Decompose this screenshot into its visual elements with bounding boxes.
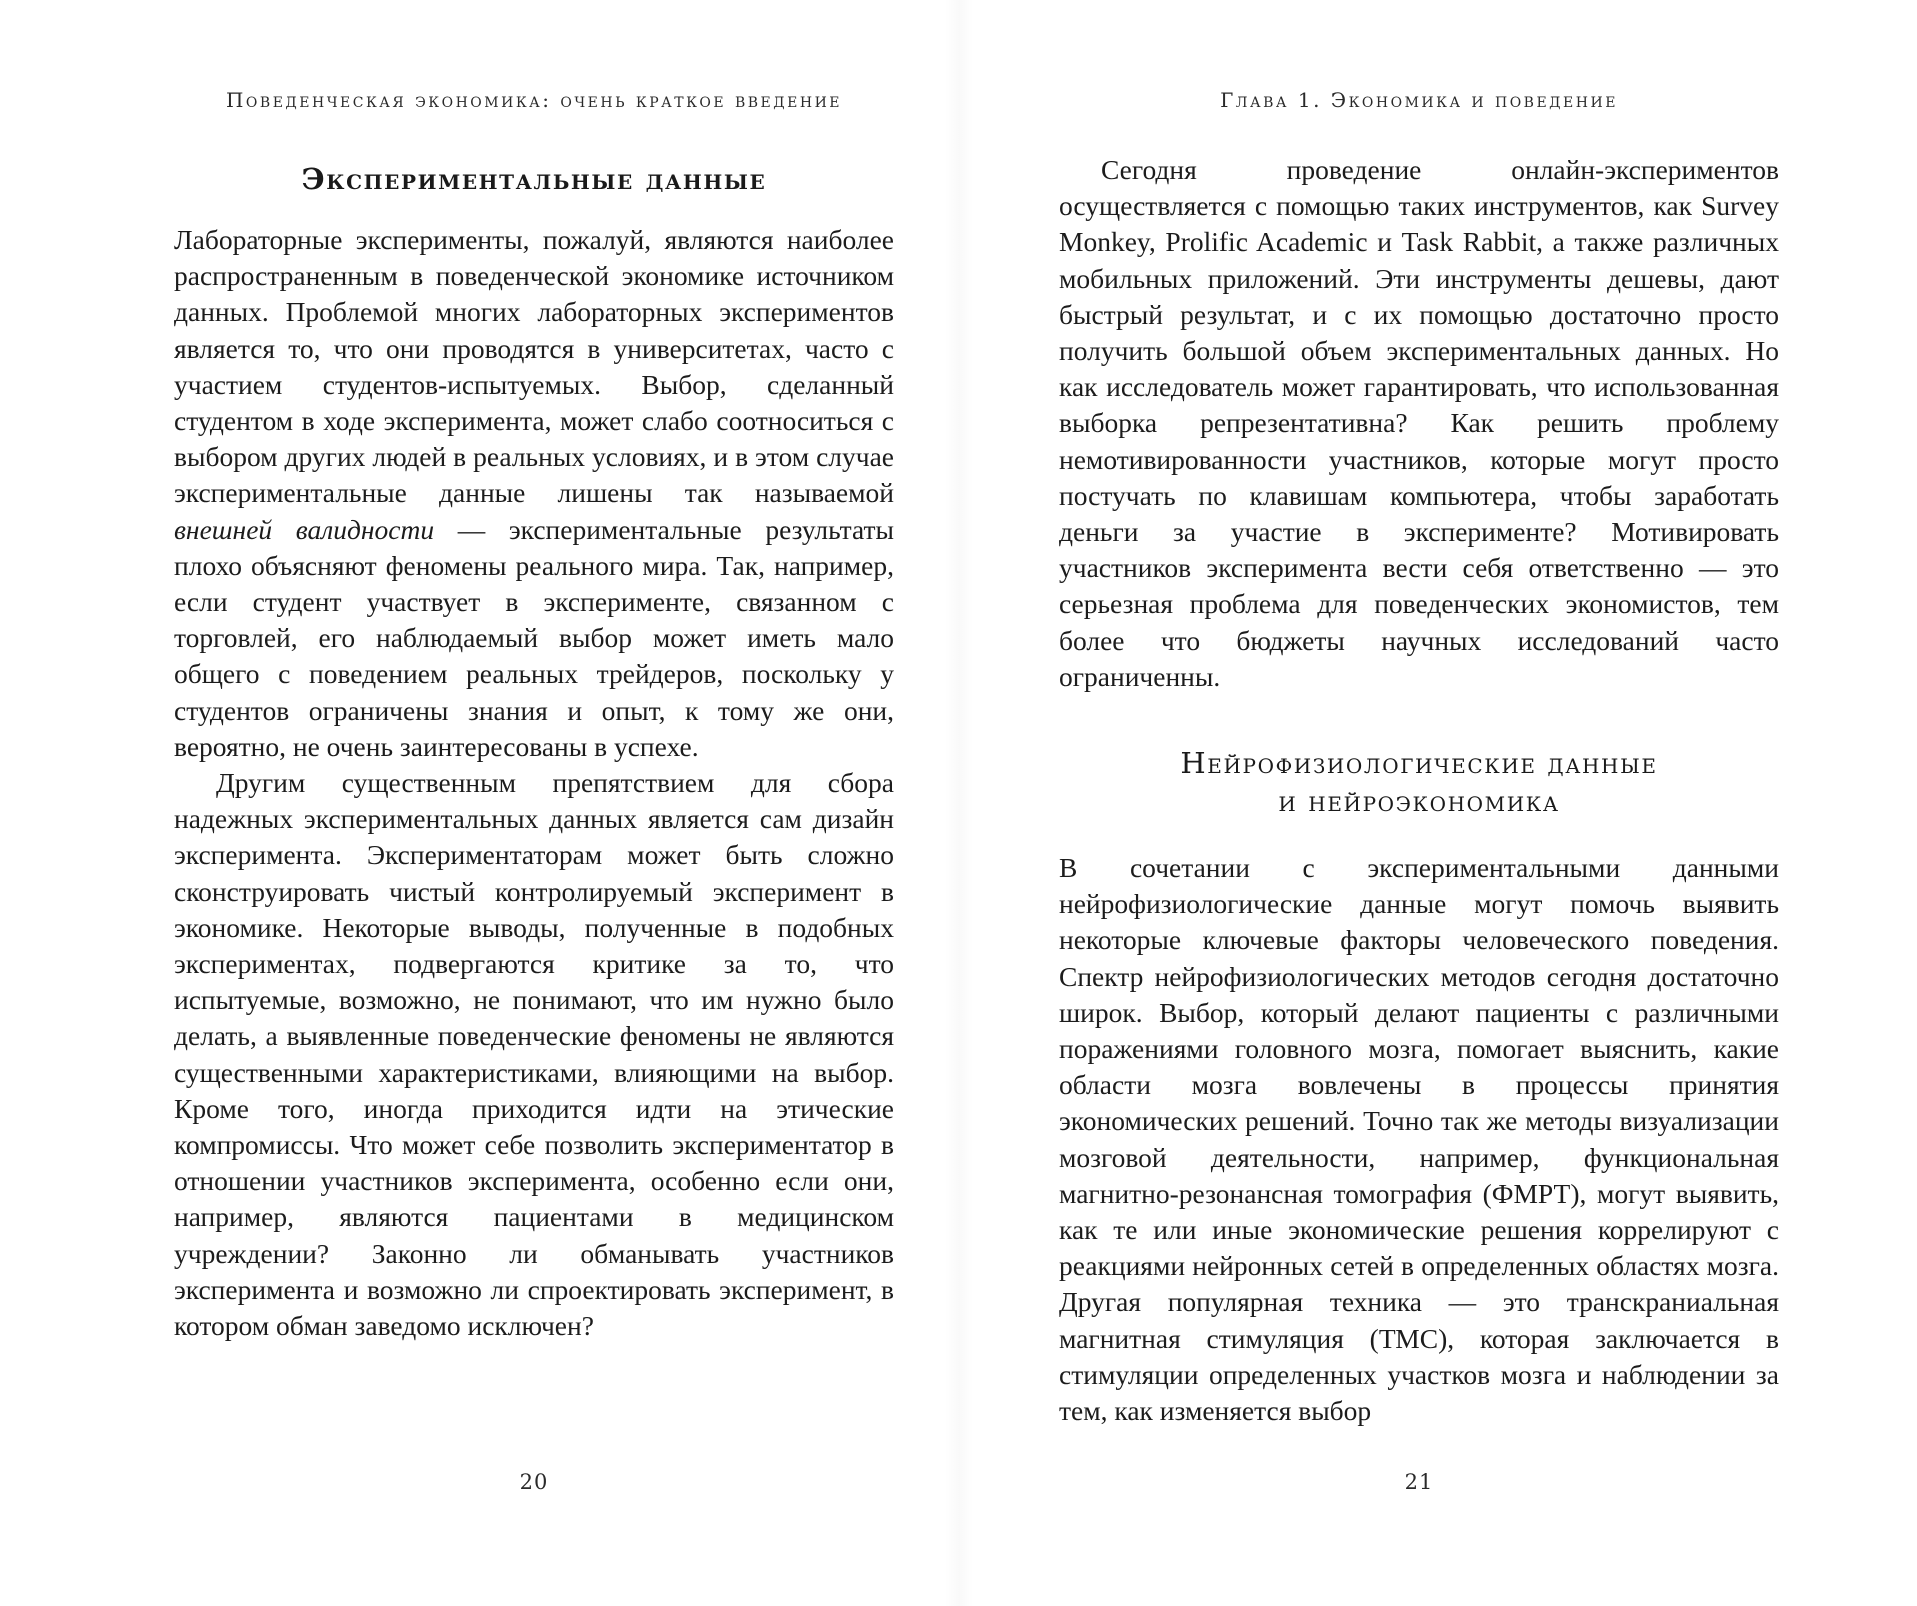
left-paragraph-1-part-1: Лабораторные эксперименты, пожалуй, являются наиболее распространенным в поведенческой экономике источником данных. Проблемой многих лабораторных экспериментов является то, что они проводятся в университетах, часто с участием студентов-испытуемых. Выбор, сделанный студентом в ходе эксперимента, может слабо соотноситься с выбором других людей в реальных условиях, и в этом случае экспериментальные данные лишены так называемой [174, 224, 894, 509]
left-running-head: Поведенческая экономика: очень краткое введение [225, 88, 843, 112]
left-paragraph-1-part-2: — экспериментальные результаты плохо объясняют феномены реального мира. Так, например, если студент участвует в эксперименте, связанном с торговлей, его наблюдаемый выбор может иметь мало общего с поведением реальных трейдеров, поскольку у студентов ограничены знания и опыт, к тому же они, вероятно, не очень заинтересованы в успехе. [174, 513, 894, 762]
left-body-text [174, 222, 894, 1344]
right-body-text-bottom [1059, 850, 1779, 1429]
term-external-validity: внешней валидности [174, 513, 435, 545]
right-paragraph-1: Сегодня проведение онлайн-экспериментов осуществляется с помощью таких инструментов, как Survey Monkey, Prolific Academic и Task Rabbit, а также различных мобильных приложений. Эти инструменты дешевы, дают быстрый результат, и с их помощью достаточно просто получить большой объем экспериментальных данных. Но как исследователь может гарантировать, что использованная выборка репрезентативна? Как решить проблему немотивированности участников, которые могут просто постучать по клавишам компьютера, чтобы заработать деньги за участие в эксперименте? Мотивировать участников эксперимента вести себя ответственно — это серьезная проблема для поведенческих экономистов, тем более что бюджеты научных исследований часто ограниченны. [1059, 154, 1779, 692]
section-heading-neuro [1059, 744, 1779, 820]
section-heading-neuro-line-1: Нейрофизиологические данные [1180, 746, 1658, 780]
left-paragraph-2: Другим существенным препятствием для сбора надежных экспериментальных данных является сам дизайн эксперимента. Экспериментаторам может быть сложно сконструировать чистый контролируемый эксперимент в экономике. Некоторые выводы, полученные в подобных экспериментах, подвергаются критике за то, что испытуемые, возможно, не понимают, что им нужно было делать, а выявленные поведенческие феномены не являются существенными характеристиками, влияющими на выбор. Кроме того, иногда приходится идти на этические компромиссы. Что может себе позволить экспериментатор в отношении участников эксперимента, особенно если они, например, являются пациентами в медицинском учреждении? Законно ли обманывать участников эксперимента и возможно ли спроектировать эксперимент, в котором обман заведомо исключен? [174, 767, 894, 1342]
section-heading-neuro-line-2: и нейроэкономика [1278, 784, 1560, 818]
book-gutter [945, 0, 973, 1606]
right-running-head: Глава 1. Экономика и поведение [1220, 88, 1618, 112]
page-number-right: 21 [1404, 1470, 1434, 1494]
right-paragraph-2: В сочетании с экспериментальными данными нейрофизиологические данные могут помочь выявить некоторые ключевые факторы человеческого поведения. Спектр нейрофизиологических методов сегодня достаточно широк. Выбор, который делают пациенты с различными поражениями головного мозга, помогает выяснить, какие области мозга вовлечены в процессы принятия экономических решений. Точно так же методы визуализации мозговой деятельности, например, функциональная магнитно-резонансная томография (ФМРТ), могут выявить, как те или иные экономические решения коррелируют с реакциями нейронных сетей в определенных областях мозга. Другая популярная техника — это транскраниальная магнитная стимуляция (ТМС), которая заключается в стимуляции определенных участков мозга и наблюдении за тем, как изменяется выбор [1059, 852, 1779, 1427]
right-body-text-top [1059, 152, 1779, 695]
page-number-left: 20 [519, 1470, 549, 1494]
left-paragraph-1 [174, 222, 894, 765]
section-heading-experimental-data: Экспериментальные данные [301, 162, 767, 196]
